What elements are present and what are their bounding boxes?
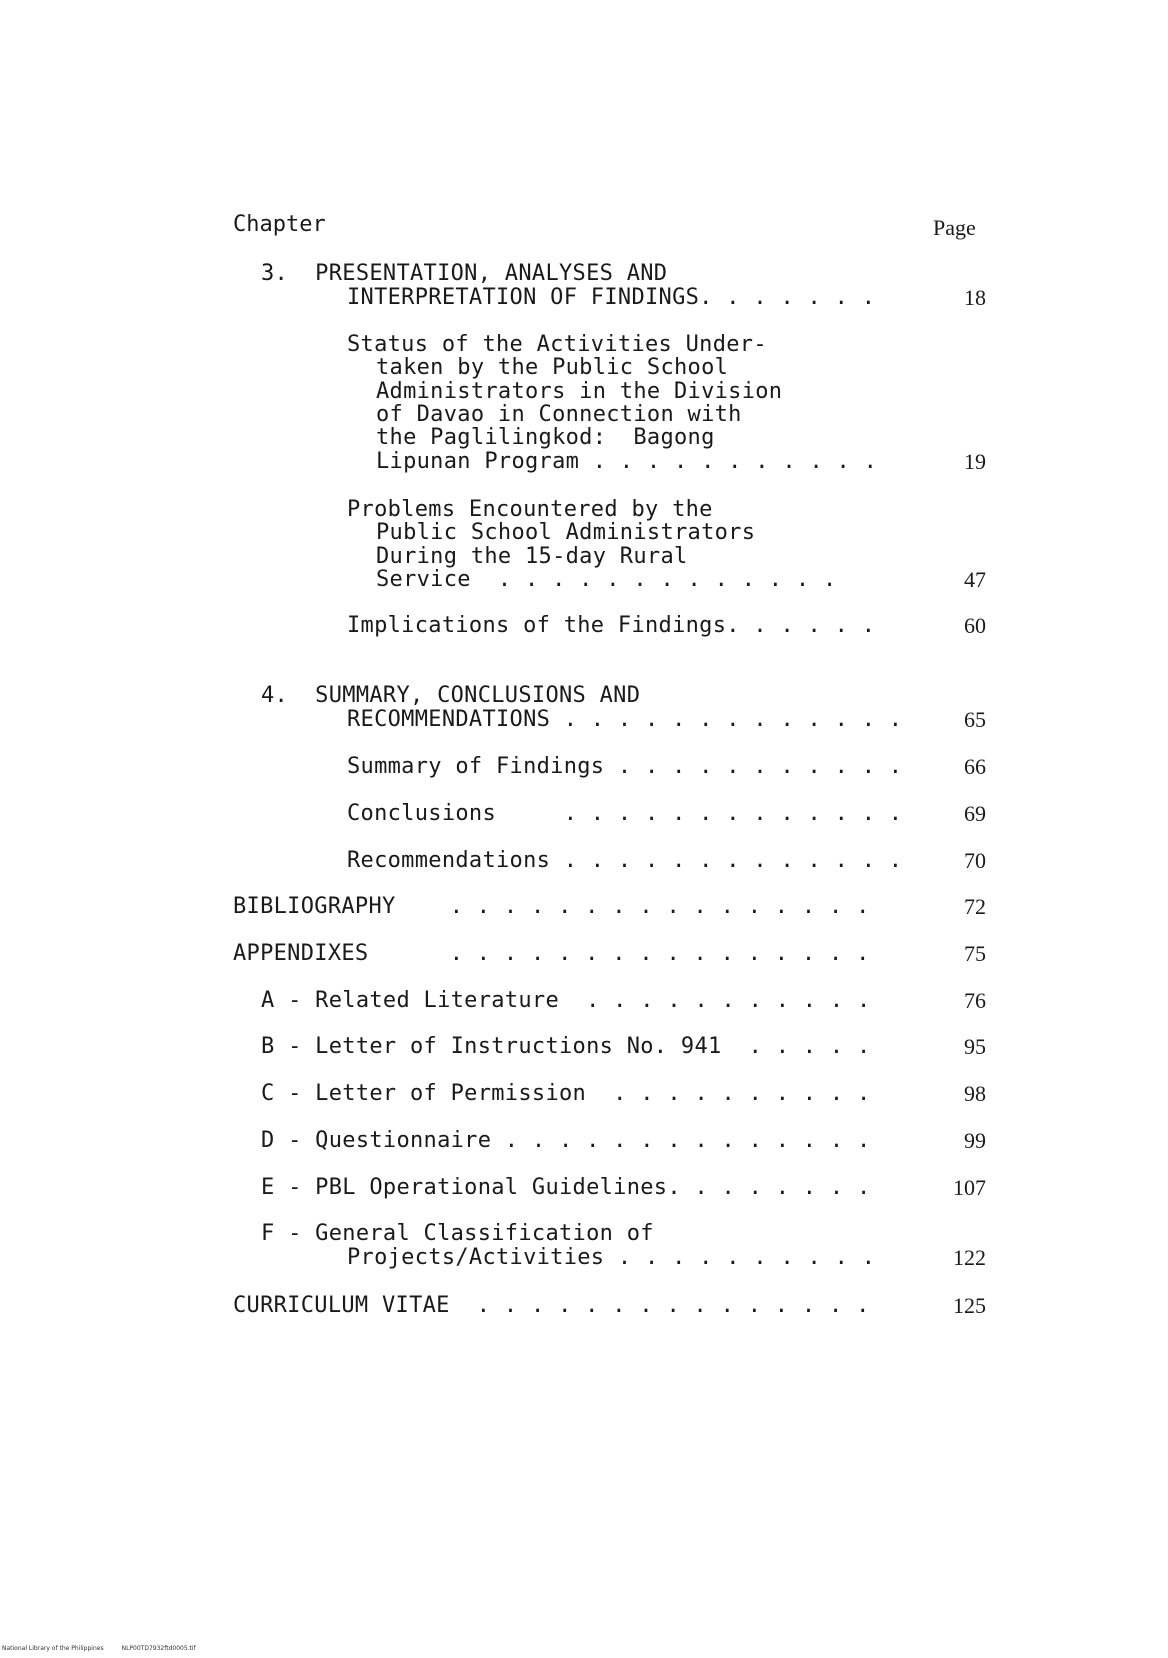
chapter-column-header: Chapter [233,212,326,237]
toc-appendix-f-page: 122 [953,1245,986,1270]
toc-appendix-c: C - Letter of Permission . . . . . . . . . . [261,1081,871,1106]
toc-status-line: Status of the Activities Under- [347,332,767,357]
toc-conclusions-page: 69 [964,801,986,826]
toc-appendix-a-page: 76 [964,988,986,1013]
toc-ch3-page: 18 [964,285,986,310]
toc-problems-line: Problems Encountered by the [347,497,713,522]
toc-summary: Summary of Findings . . . . . . . . . . . [347,754,903,779]
toc-appendix-e-page: 107 [953,1175,986,1200]
toc-appendixes-page: 75 [964,941,986,966]
scan-footer [2,1645,214,1653]
toc-curriculum-vitae: CURRICULUM VITAE . . . . . . . . . . . . . . . [233,1293,870,1318]
toc-status-line: of Davao in Connection with [376,402,742,427]
toc-ch3-title-line1: 3. PRESENTATION, ANALYSES AND [261,261,668,286]
toc-ch4-title-line2: RECOMMENDATIONS . . . . . . . . . . . . . [347,707,903,732]
toc-status-line: Lipunan Program . . . . . . . . . . . [376,449,878,474]
toc-recommendations: Recommendations . . . . . . . . . . . . . [347,848,903,873]
toc-implications-page: 60 [964,613,986,638]
toc-status-line: taken by the Public School [376,355,729,380]
footer-source: National Library of the Philippines [2,1645,104,1652]
toc-recommendations-page: 70 [964,848,986,873]
toc-curriculum-vitae-page: 125 [953,1293,986,1318]
toc-conclusions: Conclusions . . . . . . . . . . . . . [347,801,903,826]
toc-status-line: the Paglilingkod: Bagong [376,425,715,450]
toc-implications: Implications of the Findings. . . . . . [347,613,876,638]
toc-problems-page: 47 [964,567,986,592]
toc-ch4-title-line1: 4. SUMMARY, CONCLUSIONS AND [261,683,641,708]
toc-appendix-b-page: 95 [964,1034,986,1059]
toc-problems-line: During the 15-day Rural [376,544,688,569]
toc-appendix-d-page: 99 [964,1128,986,1153]
toc-status-page: 19 [964,449,986,474]
toc-appendix-f-line2: Projects/Activities . . . . . . . . . . [347,1245,876,1270]
toc-appendix-b: B - Letter of Instructions No. 941 . . . . . [261,1034,871,1059]
toc-ch4-page: 65 [964,707,986,732]
toc-status-line: Administrators in the Division [376,379,783,404]
toc-appendixes: APPENDIXES . . . . . . . . . . . . . . . . [233,941,870,966]
toc-appendix-a: A - Related Literature . . . . . . . . . . . [261,988,871,1013]
toc-bibliography: BIBLIOGRAPHY . . . . . . . . . . . . . . . . [233,894,870,919]
toc-appendix-c-page: 98 [964,1081,986,1106]
footer-file: NLP00TD7932ftd0005.tif [121,1645,196,1652]
page-column-header: Page [933,215,976,240]
toc-bibliography-page: 72 [964,894,986,919]
toc-ch3-title-line2: INTERPRETATION OF FINDINGS. . . . . . . [347,285,876,310]
toc-problems-line: Public School Administrators [376,520,756,545]
toc-summary-page: 66 [964,754,986,779]
toc-problems-line: Service . . . . . . . . . . . . . [376,567,837,592]
toc-appendix-e: E - PBL Operational Guidelines. . . . . . . . [261,1175,871,1200]
toc-appendix-d: D - Questionnaire . . . . . . . . . . . . . . [261,1128,871,1153]
toc-appendix-f-line1: F - General Classification of [261,1221,654,1246]
